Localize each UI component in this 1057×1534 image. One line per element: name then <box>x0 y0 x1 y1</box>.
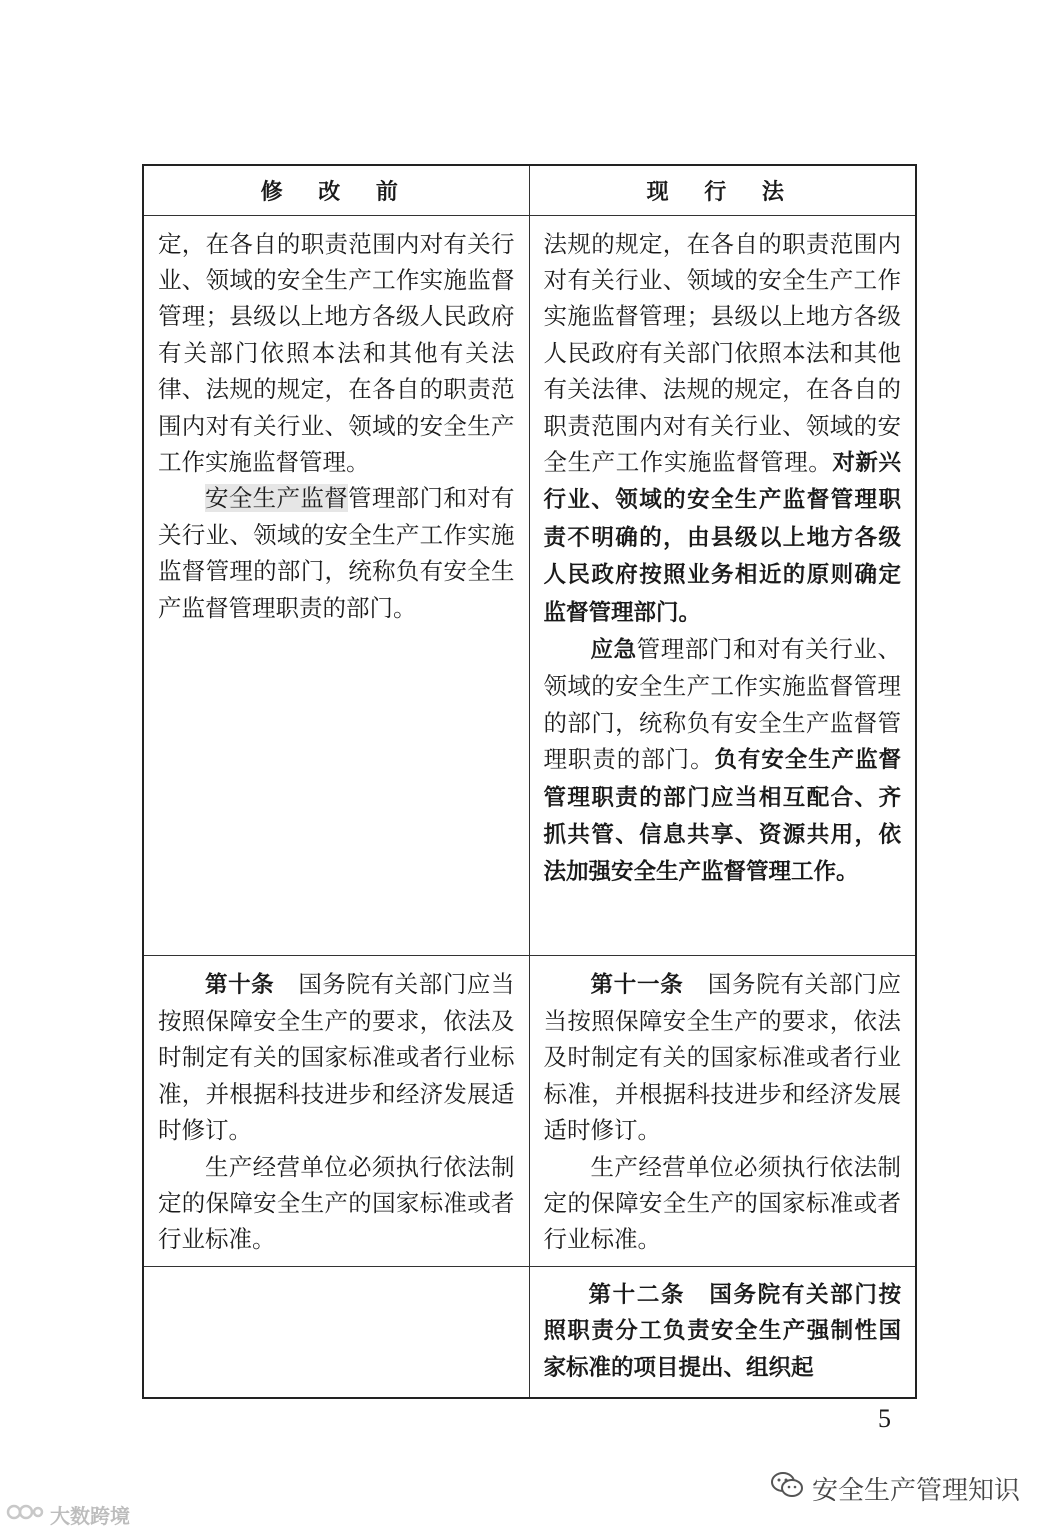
paragraph <box>158 480 515 626</box>
amended-text: 国务院有关部门按照职责分工负责安全生产强制性国家标准的项目提出、组织起 <box>543 1281 901 1381</box>
comparison-table <box>142 164 917 1399</box>
watermark-text: 大数跨境 <box>50 1503 130 1528</box>
brand-logo-icon <box>6 1500 44 1529</box>
table-header-row <box>143 165 916 215</box>
amended-text: 负有安全生产监督管理职责的部门应当相互配合、齐抓共管、信息共享、资源共用，依法加强安全生产监督管理工作。 <box>543 747 901 886</box>
paragraph <box>158 966 515 1149</box>
amended-text: 应急 <box>590 636 637 663</box>
header-current-law: 现 行 法 <box>529 165 916 215</box>
watermark-brand <box>6 1500 130 1528</box>
paragraph <box>544 966 902 1149</box>
paragraph-text: 国务院有关部门应当按照保障安全生产的要求，依法及时制定有关的国家标准或者行业标准，并根据科技进步和经济发展适时修订。 <box>158 969 515 1145</box>
paragraph-text: 法规的规定，在各自的职责范围内对有关行业、领域的安全生产工作实施监督管理；县级以上地方各级人民政府有关部门依照本法和其他有关法律、法规的规定，在各自的职责范围内对有关行业、领域的安全生产工作实施监督管理。 <box>543 229 901 476</box>
cell-before <box>143 955 529 1266</box>
cell-current <box>529 215 916 955</box>
cell-current <box>529 955 916 1266</box>
table-row <box>143 215 916 955</box>
article-number: 第十条 <box>205 971 275 998</box>
article-number: 第十一条 <box>590 971 684 998</box>
table-row <box>143 1266 916 1398</box>
highlighted-text: 安全生产监督 <box>205 484 348 513</box>
watermark-wechat <box>770 1468 1020 1508</box>
paragraph: 生产经营单位必须执行依法制定的保障安全生产的国家标准或者行业标准。 <box>543 1152 901 1254</box>
paragraph-text: 管理部门和对有关行业、领域的安全生产工作实施监督管理的部门，统称负有安全生产监督管理职责的部门。 <box>543 634 901 774</box>
paragraph <box>544 631 902 891</box>
cell-before <box>143 215 529 955</box>
header-before-amendment: 修 改 前 <box>143 165 529 215</box>
cell-before-empty <box>143 1266 529 1398</box>
paragraph-text: 国务院有关部门应当按照保障安全生产的要求，依法及时制定有关的国家标准或者行业标准，并根据科技进步和经济发展适时修订。 <box>543 969 901 1145</box>
paragraph: 定，在各自的职责范围内对有关行业、领域的安全生产工作实施监督管理；县级以上地方各级人民政府有关部门依照本法和其他有关法律、法规的规定，在各自的职责范围内对有关行业、领域的安全生产工作实施监督管理。 <box>158 229 515 476</box>
paragraph <box>544 1277 902 1386</box>
paragraph <box>544 226 902 631</box>
watermark-text: 安全生产管理知识 <box>812 1475 1021 1506</box>
paragraph: 生产经营单位必须执行依法制定的保障安全生产的国家标准或者行业标准。 <box>158 1152 515 1254</box>
page-number: 5 <box>878 1404 891 1433</box>
amended-text: 对新兴行业、领域的安全生产监督管理职责不明确的，由县级以上地方各级人民政府按照业务相近的原则确定监督管理部门。 <box>543 449 901 626</box>
wechat-icon <box>770 1470 804 1507</box>
cell-current <box>529 1266 916 1398</box>
article-number: 第十二条 <box>588 1281 686 1308</box>
table-row <box>143 955 916 1266</box>
paragraph-text: 管理部门和对有关行业、领域的安全生产工作实施监督管理的部门，统称负有安全生产监督管理职责的部门。 <box>158 484 515 622</box>
